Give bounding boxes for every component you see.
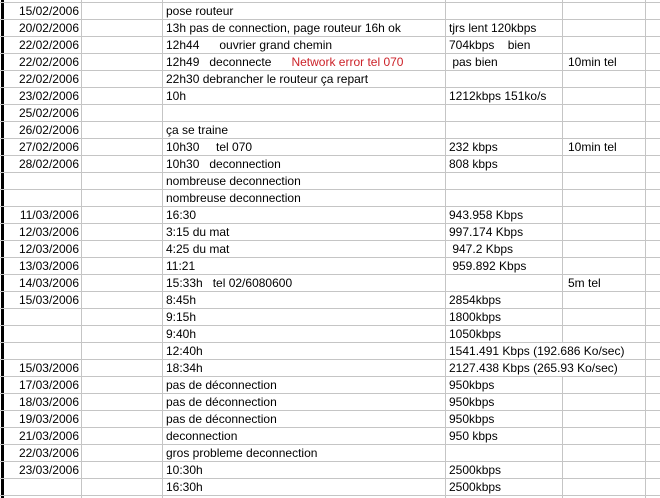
thick-border-bar (1, 190, 4, 206)
description-cell[interactable] (163, 105, 446, 121)
notes-cell[interactable] (563, 105, 646, 121)
description-text: 12h44 ouvrier grand chemin (166, 38, 333, 52)
description-cell[interactable] (163, 190, 446, 206)
edge-cell (646, 292, 660, 308)
description-cell[interactable] (163, 3, 446, 19)
edge-cell (646, 394, 660, 410)
date-cell[interactable]: 25/02/2006 (4, 105, 82, 121)
empty-cell[interactable] (82, 37, 163, 53)
thick-border-bar (1, 224, 4, 240)
description-cell[interactable] (163, 326, 446, 342)
thick-border-bar (1, 173, 4, 189)
thick-border-bar (1, 343, 4, 359)
description-cell[interactable] (163, 54, 446, 70)
date-cell[interactable] (4, 173, 82, 189)
edge-cell (646, 241, 660, 257)
speed-cell[interactable]: 232 kbps (446, 139, 563, 155)
description-text: 9:40h (166, 327, 197, 341)
table-row (0, 462, 660, 479)
thick-border-bar (1, 105, 4, 121)
thick-border-bar (1, 462, 4, 478)
row-left-border-marker (0, 190, 4, 206)
empty-cell[interactable] (82, 275, 163, 291)
edge-cell (646, 445, 660, 461)
description-text: pas de déconnection (166, 378, 277, 392)
speed-cell[interactable] (446, 173, 563, 189)
sheet-rows (0, 3, 660, 496)
row-left-border-marker (0, 411, 4, 427)
notes-cell[interactable] (563, 122, 646, 138)
description-text: 11:21 (166, 259, 196, 273)
edge-cell (646, 258, 660, 274)
row-left-border-marker (0, 462, 4, 478)
edge-cell (646, 122, 660, 138)
empty-cell[interactable] (82, 190, 163, 206)
row-left-border-marker (0, 0, 4, 2)
speed-cell[interactable]: tjrs lent 120kbps (446, 20, 563, 36)
thick-border-bar (1, 88, 4, 104)
description-cell[interactable] (163, 173, 446, 189)
notes-cell[interactable] (563, 20, 646, 36)
empty-cell[interactable] (82, 428, 163, 444)
speed-cell[interactable]: 2127.438 Kbps (265.93 Ko/sec) (449, 361, 618, 375)
row-left-border-marker (0, 479, 4, 495)
description-text: 10h30 deconnection (166, 157, 281, 171)
edge-cell (646, 54, 660, 70)
description-text: 10h30 tel 070 (166, 140, 253, 154)
edge-cell (646, 377, 660, 393)
table-row (0, 156, 660, 173)
table-row (0, 88, 660, 105)
description-cell[interactable] (163, 377, 446, 393)
speed-cell[interactable]: 959.892 Kbps (446, 258, 563, 274)
speed-cell[interactable]: 2500kbps (446, 462, 563, 478)
notes-cell[interactable] (563, 428, 646, 444)
empty-cell[interactable] (82, 394, 163, 410)
notes-cell[interactable]: 5m tel (563, 275, 646, 291)
speed-cell[interactable]: 2854kbps (446, 292, 563, 308)
notes-cell[interactable] (563, 309, 646, 325)
notes-cell[interactable] (563, 394, 646, 410)
thick-border-bar (1, 275, 4, 291)
edge-cell (646, 156, 660, 172)
table-row (0, 292, 660, 309)
row-left-border-marker (0, 71, 4, 87)
description-text: ça se traine (166, 123, 229, 137)
description-cell[interactable] (163, 88, 446, 104)
date-cell[interactable]: 22/02/2006 (4, 54, 82, 70)
description-text: nombreuse deconnection (166, 191, 301, 205)
row-left-border-marker (0, 173, 4, 189)
date-cell[interactable]: 22/02/2006 (4, 37, 82, 53)
row-left-border-marker (0, 326, 4, 342)
description-text: 8:45h (166, 293, 197, 307)
row-left-border-marker (0, 258, 4, 274)
speed-cell[interactable]: 1800kbps (446, 309, 563, 325)
thick-border-bar (1, 479, 4, 495)
edge-cell (646, 190, 660, 206)
thick-border-bar (1, 37, 4, 53)
edge-cell (646, 88, 660, 104)
edge-cell (646, 37, 660, 53)
empty-cell[interactable] (82, 258, 163, 274)
row-left-border-marker (0, 343, 4, 359)
notes-cell[interactable] (563, 360, 646, 376)
speed-cell[interactable]: 704kbps bien (446, 37, 563, 53)
row-left-border-marker (0, 275, 4, 291)
thick-border-bar (1, 258, 4, 274)
date-cell[interactable]: 26/02/2006 (4, 122, 82, 138)
edge-cell (646, 275, 660, 291)
date-cell[interactable]: 23/03/2006 (4, 462, 82, 478)
edge-cell (646, 411, 660, 427)
row-left-border-marker (0, 207, 4, 223)
empty-cell[interactable] (82, 377, 163, 393)
thick-border-bar (1, 411, 4, 427)
edge-cell (646, 224, 660, 240)
speed-cell[interactable]: pas bien (446, 54, 563, 70)
row-left-border-marker (0, 37, 4, 53)
speed-cell[interactable]: 950kbps (446, 411, 563, 427)
description-text: 4:25 du mat (166, 242, 230, 256)
row-left-border-marker (0, 20, 4, 36)
table-row (0, 71, 660, 88)
date-cell[interactable]: 15/02/2006 (4, 3, 82, 19)
edge-cell (646, 105, 660, 121)
date-cell[interactable]: 14/03/2006 (4, 275, 82, 291)
table-row (0, 428, 660, 445)
notes-cell[interactable]: 10min tel (563, 139, 646, 155)
date-cell[interactable] (4, 309, 82, 325)
date-cell[interactable] (4, 479, 82, 495)
date-cell (4, 0, 82, 2)
error-text: Network error tel 070 (291, 55, 404, 69)
description-cell[interactable] (163, 37, 446, 53)
date-cell[interactable]: 22/02/2006 (4, 71, 82, 87)
speed-cell[interactable]: 1541.491 Kbps (192.686 Ko/sec) (449, 344, 625, 358)
date-cell[interactable]: 17/03/2006 (4, 377, 82, 393)
empty-cell[interactable] (82, 309, 163, 325)
speed-cell[interactable] (446, 71, 563, 87)
row-left-border-marker (0, 241, 4, 257)
description-text: 15:33h tel 02/6080600 (166, 276, 293, 290)
empty-cell[interactable] (82, 224, 163, 240)
date-cell[interactable] (4, 190, 82, 206)
notes-cell[interactable] (563, 258, 646, 274)
description-text: 10:30h (166, 463, 203, 477)
row-left-border-marker (0, 88, 4, 104)
notes-cell[interactable] (563, 411, 646, 427)
description-text: 10h (166, 89, 187, 103)
empty-cell[interactable] (82, 207, 163, 223)
notes-cell[interactable] (563, 479, 646, 495)
date-cell[interactable]: 27/02/2006 (4, 139, 82, 155)
notes-cell[interactable] (563, 462, 646, 478)
table-row (0, 241, 660, 258)
empty-cell[interactable] (82, 241, 163, 257)
row-left-border-marker (0, 394, 4, 410)
description-cell[interactable] (163, 122, 446, 138)
row-left-border-marker (0, 292, 4, 308)
thick-border-bar (1, 360, 4, 376)
edge-cell (646, 71, 660, 87)
description-cell[interactable] (163, 462, 446, 478)
table-row (0, 20, 660, 37)
description-text: 22h30 debrancher le routeur ça repart (166, 72, 369, 86)
row-left-border-marker (0, 360, 4, 376)
description-text: 9:15h (166, 310, 197, 324)
edge-cell (646, 309, 660, 325)
table-row (0, 360, 660, 377)
thick-border-bar (1, 54, 4, 70)
table-row (0, 173, 660, 190)
speed-cell[interactable]: 997.174 Kbps (446, 224, 563, 240)
empty-cell[interactable] (82, 54, 163, 70)
thick-border-bar (1, 156, 4, 172)
notes-cell[interactable] (563, 156, 646, 172)
speed-cell[interactable]: 950kbps (446, 394, 563, 410)
speed-cell[interactable]: 950 kbps (446, 428, 563, 444)
description-cell[interactable] (163, 224, 446, 240)
edge-cell (646, 462, 660, 478)
description-text: deconnection (166, 429, 238, 443)
empty-cell[interactable] (82, 139, 163, 155)
table-row (0, 275, 660, 292)
edge-cell (646, 428, 660, 444)
table-row (0, 326, 660, 343)
speed-cell[interactable]: 808 kbps (446, 156, 563, 172)
date-cell[interactable]: 15/03/2006 (4, 292, 82, 308)
description-cell[interactable] (163, 360, 446, 376)
thick-border-bar (1, 377, 4, 393)
date-cell[interactable] (4, 326, 82, 342)
thick-border-bar (1, 309, 4, 325)
description-text: pose routeur (166, 4, 234, 18)
date-cell[interactable]: 12/03/2006 (4, 224, 82, 240)
row-left-border-marker (0, 428, 4, 444)
row-left-border-marker (0, 156, 4, 172)
date-cell[interactable]: 21/03/2006 (4, 428, 82, 444)
table-row (0, 54, 660, 71)
row-left-border-marker (0, 309, 4, 325)
empty-cell[interactable] (82, 71, 163, 87)
edge-cell (646, 173, 660, 189)
thick-border-bar (1, 445, 4, 461)
thick-border-bar (1, 394, 4, 410)
row-left-border-marker (0, 54, 4, 70)
notes-cell[interactable] (563, 343, 646, 359)
description-text: pas de déconnection (166, 412, 277, 426)
description-cell[interactable] (163, 258, 446, 274)
row-left-border-marker (0, 139, 4, 155)
date-cell[interactable]: 12/03/2006 (4, 241, 82, 257)
speed-cell[interactable] (446, 275, 563, 291)
notes-cell[interactable] (563, 37, 646, 53)
table-row (0, 207, 660, 224)
date-cell[interactable]: 19/03/2006 (4, 411, 82, 427)
description-cell[interactable] (163, 71, 446, 87)
thick-border-bar (1, 0, 4, 2)
empty-cell[interactable] (82, 20, 163, 36)
notes-cell (563, 0, 646, 2)
description-cell[interactable] (163, 207, 446, 223)
speed-cell[interactable] (446, 445, 563, 461)
table-row (0, 3, 660, 20)
speed-cell[interactable] (446, 122, 563, 138)
empty-cell[interactable] (82, 326, 163, 342)
thick-border-bar (1, 292, 4, 308)
notes-cell[interactable] (563, 241, 646, 257)
table-row (0, 224, 660, 241)
notes-cell[interactable] (563, 445, 646, 461)
row-left-border-marker (0, 3, 4, 19)
table-row (0, 190, 660, 207)
empty-cell[interactable] (82, 105, 163, 121)
description-cell[interactable] (163, 20, 446, 36)
table-row (0, 445, 660, 462)
empty-cell[interactable] (82, 3, 163, 19)
thick-border-bar (1, 139, 4, 155)
thick-border-bar (1, 122, 4, 138)
date-cell[interactable]: 28/02/2006 (4, 156, 82, 172)
thick-border-bar (1, 241, 4, 257)
table-row (0, 309, 660, 326)
date-cell[interactable] (4, 343, 82, 359)
description-cell[interactable] (163, 411, 446, 427)
speed-cell[interactable]: 947.2 Kbps (446, 241, 563, 257)
description-cell[interactable] (163, 445, 446, 461)
description-cell[interactable] (163, 309, 446, 325)
thick-border-bar (1, 428, 4, 444)
speed-cell[interactable] (446, 190, 563, 206)
table-row (0, 394, 660, 411)
description-cell[interactable] (163, 394, 446, 410)
empty-cell[interactable] (82, 479, 163, 495)
speed-cell[interactable] (446, 3, 563, 19)
description-cell[interactable] (163, 292, 446, 308)
notes-cell[interactable] (563, 326, 646, 342)
date-cell[interactable]: 22/03/2006 (4, 445, 82, 461)
empty-cell[interactable] (82, 462, 163, 478)
notes-cell[interactable] (563, 207, 646, 223)
description-text: 12h49 deconnecte (166, 55, 292, 69)
thick-border-bar (1, 326, 4, 342)
date-cell[interactable]: 15/03/2006 (4, 360, 82, 376)
speed-cell (446, 0, 563, 2)
table-row (0, 122, 660, 139)
description-cell[interactable] (163, 343, 446, 359)
notes-cell[interactable] (563, 173, 646, 189)
row-left-border-marker (0, 122, 4, 138)
edge-cell (646, 479, 660, 495)
notes-cell[interactable] (563, 71, 646, 87)
speed-cell[interactable]: 1050kbps (446, 326, 563, 342)
thick-border-bar (1, 207, 4, 223)
notes-cell[interactable] (563, 190, 646, 206)
table-row (0, 139, 660, 156)
date-cell[interactable]: 18/03/2006 (4, 394, 82, 410)
row-left-border-marker (0, 105, 4, 121)
table-row (0, 258, 660, 275)
description-text: 18:34h (166, 361, 203, 375)
thick-border-bar (1, 3, 4, 19)
edge-cell (646, 360, 660, 376)
description-cell (163, 0, 446, 2)
edge-cell (646, 343, 660, 359)
description-text: nombreuse deconnection (166, 174, 301, 188)
row-left-border-marker (0, 224, 4, 240)
description-text: gros probleme deconnection (166, 446, 318, 460)
speed-cell[interactable]: 2500kbps (446, 479, 563, 495)
table-row (0, 377, 660, 394)
description-text: pas de déconnection (166, 395, 277, 409)
table-row (0, 479, 660, 496)
description-text: 3:15 du mat (166, 225, 230, 239)
notes-cell[interactable]: 10min tel (563, 54, 646, 70)
table-row (0, 343, 660, 360)
speed-cell[interactable] (446, 105, 563, 121)
row-left-border-marker (0, 445, 4, 461)
empty-cell[interactable] (82, 88, 163, 104)
empty-cell[interactable] (82, 122, 163, 138)
row-left-border-marker (0, 377, 4, 393)
empty-cell[interactable] (82, 445, 163, 461)
notes-cell[interactable] (563, 88, 646, 104)
empty-cell[interactable] (82, 156, 163, 172)
empty-cell[interactable] (82, 292, 163, 308)
table-row (0, 105, 660, 122)
thick-border-bar (1, 20, 4, 36)
empty-cell[interactable] (82, 411, 163, 427)
empty-cell[interactable] (82, 343, 163, 359)
edge-cell (646, 20, 660, 36)
edge-cell (646, 139, 660, 155)
notes-cell[interactable] (563, 292, 646, 308)
speed-cell[interactable]: 943.958 Kbps (446, 207, 563, 223)
description-cell[interactable] (163, 479, 446, 495)
date-cell[interactable]: 13/03/2006 (4, 258, 82, 274)
description-cell[interactable] (163, 428, 446, 444)
date-cell[interactable]: 23/02/2006 (4, 88, 82, 104)
empty-cell (82, 0, 163, 2)
edge-cell (646, 3, 660, 19)
description-text: 16:30 (166, 208, 197, 222)
edge-cell (646, 0, 660, 2)
description-text: 12:40h (166, 344, 203, 358)
description-cell[interactable] (163, 139, 446, 155)
speed-cell[interactable]: 950kbps (446, 377, 563, 393)
table-row (0, 37, 660, 54)
table-row (0, 411, 660, 428)
description-cell[interactable] (163, 156, 446, 172)
description-cell[interactable] (163, 275, 446, 291)
description-text: 16:30h (166, 480, 203, 494)
empty-cell[interactable] (82, 173, 163, 189)
notes-cell[interactable] (563, 3, 646, 19)
thick-border-bar (1, 71, 4, 87)
edge-cell (646, 326, 660, 342)
notes-cell[interactable] (563, 377, 646, 393)
date-cell[interactable]: 20/02/2006 (4, 20, 82, 36)
date-cell[interactable]: 11/03/2006 (4, 207, 82, 223)
empty-cell[interactable] (82, 360, 163, 376)
description-cell[interactable] (163, 241, 446, 257)
speed-cell[interactable]: 1212kbps 151ko/s (446, 88, 563, 104)
notes-cell[interactable] (563, 224, 646, 240)
edge-cell (646, 207, 660, 223)
description-text: 13h pas de connection, page routeur 16h ok (166, 21, 401, 35)
